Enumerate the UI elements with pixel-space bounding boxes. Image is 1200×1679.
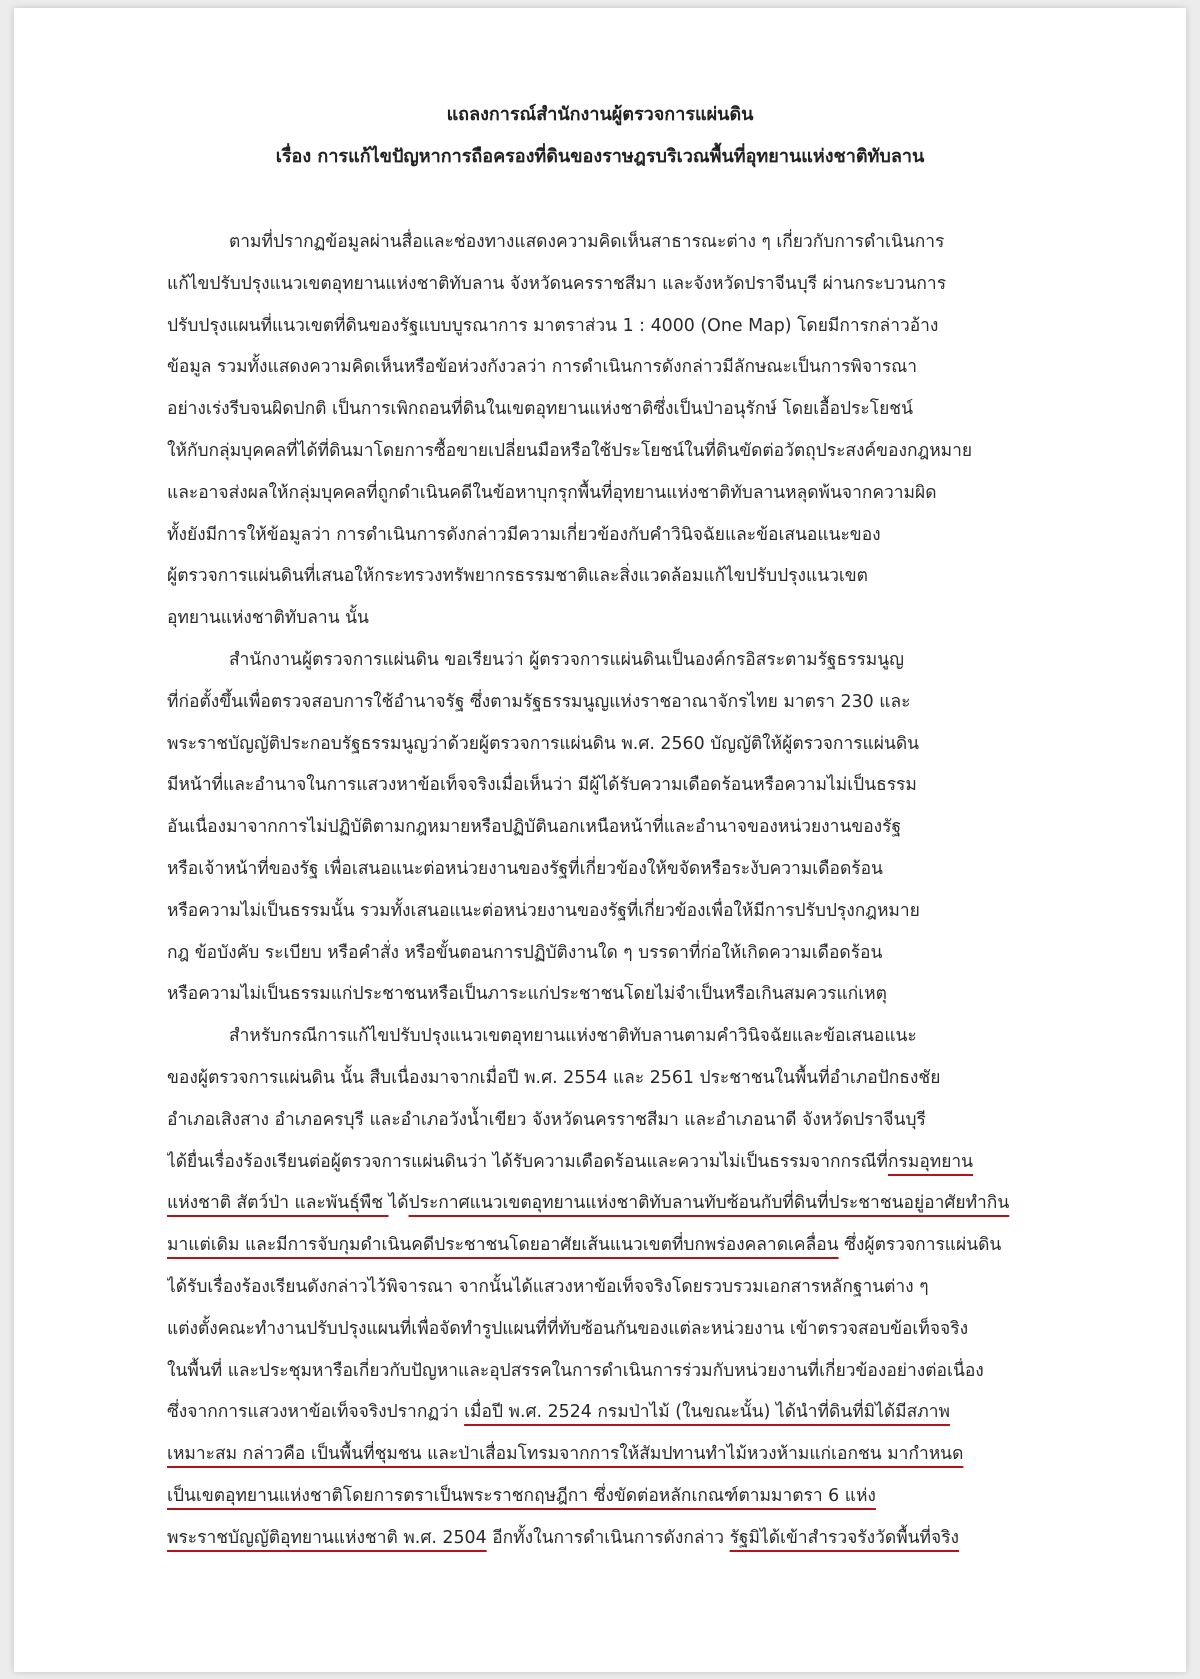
text-line — [167, 1142, 1063, 1184]
underlined-text: เป็นเขตอุทยานแห่งชาติโดยการตราเป็นพระราชกฤษฎีกา ซึ่งขัดต่อหลักเกณฑ์ตามมาตรา 6 แห่ง — [167, 1485, 876, 1506]
text-line — [167, 1225, 1063, 1267]
text-line: ให้กับกลุ่มบุคคลที่ได้ที่ดินมาโดยการซื้อขายเปลี่ยนมือหรือใช้ประโยชน์ในที่ดินขัดต่อวัตถุประสงค์ของกฎหมาย — [167, 440, 973, 461]
text-line — [167, 1016, 1063, 1058]
underlined-text: กรมอุทยาน — [887, 1151, 974, 1172]
text-line: ทั้งยังมีการให้ข้อมูลว่า การดำเนินการดังกล่าวมีความเกี่ยวข้องกับคำวินิจฉัยและข้อเสนอแนะของ — [167, 524, 881, 545]
paragraph-2 — [167, 640, 1063, 1016]
text-line: และอาจส่งผลให้กลุ่มบุคคลที่ถูกดำเนินคดีในข้อหาบุกรุกพื้นที่อุทยานแห่งชาติทับลานหลุดพ้นจากความผิด — [167, 482, 937, 503]
text-line: ข้อมูล รวมทั้งแสดงความคิดเห็นหรือข้อห่วงกังวลว่า การดำเนินการดังกล่าวมีลักษณะเป็นการพิจารณา — [167, 357, 918, 378]
underlined-text: เมื่อปี พ.ศ. 2524 กรมป่าไม้ (ในขณะนั้น) ได้นำที่ดินที่มิได้มีสภาพ — [464, 1402, 950, 1423]
document-title: แถลงการณ์สำนักงานผู้ตรวจการแผ่นดิน — [446, 104, 754, 125]
text-line: ตามที่ปรากฏข้อมูลผ่านสื่อและช่องทางแสดงความคิดเห็นสาธารณะต่าง ๆ เกี่ยวกับการดำเนินการ — [229, 232, 945, 252]
underlined-text: ประกาศแนวเขตอุทยานแห่งชาติทับลานทับซ้อนกับที่ดินที่ประชาชนอยู่อาศัยทำกิน — [408, 1193, 1010, 1214]
text-line — [167, 1058, 1063, 1100]
text-line — [167, 1100, 1063, 1142]
text-line: อันเนื่องมาจากการไม่ปฏิบัติตามกฎหมายหรือปฏิบัตินอกเหนือหน้าที่และอำนาจของหน่วยงานของรัฐ — [167, 817, 902, 838]
document-heading — [14, 94, 1186, 178]
underlined-text: มาแต่เดิม และมีการจับกุมดำเนินคดีประชาชนโดยอาศัยเส้นแนวเขตที่บกพร่องคลาดเคลื่อน — [167, 1235, 839, 1256]
underlined-text: แห่งชาติ สัตว์ป่า และพันธุ์พืช — [167, 1193, 389, 1214]
text-line: สำนักงานผู้ตรวจการแผ่นดิน ขอเรียนว่า ผู้ตรวจการแผ่นดินเป็นองค์กรอิสระตามรัฐธรรมนูญ — [229, 649, 904, 670]
text-segment: อีกทั้งในการดำเนินการดังกล่าว — [486, 1527, 730, 1548]
text-segment: สำหรับกรณีการแก้ไขปรับปรุงแนวเขตอุทยานแห่งชาติทับลานตามคำวินิจฉัยและข้อเสนอแนะ — [229, 1026, 917, 1047]
document-subject: เรื่อง การแก้ไขปัญหาการถือครองที่ดินของราษฎรบริเวณพื้นที่อุทยานแห่งชาติทับลาน — [275, 146, 925, 167]
text-segment: ได้รับเรื่องร้องเรียนดังกล่าวไว้พิจารณา จากนั้นได้แสวงหาข้อเท็จจริงโดยรวบรวมเอกสารหลักฐานต่าง ๆ — [167, 1276, 929, 1297]
text-line — [167, 1309, 1063, 1351]
text-line — [167, 1476, 1063, 1518]
text-line — [167, 1392, 1063, 1434]
text-line: มีหน้าที่และอำนาจในการแสวงหาข้อเท็จจริงเมื่อเห็นว่า มีผู้ได้รับความเดือดร้อนหรือความไม่เป็นธรรม — [167, 775, 917, 796]
text-line — [167, 1183, 1063, 1225]
text-line: อุทยานแห่งชาติทับลาน นั้น — [167, 608, 369, 629]
document-page — [14, 8, 1186, 1672]
underlined-text: พระราชบัญญัติอุทยานแห่งชาติ พ.ศ. 2504 — [167, 1527, 487, 1548]
text-segment: ได้ยื่นเรื่องร้องเรียนต่อผู้ตรวจการแผ่นดินว่า ได้รับความเดือดร้อนและความไม่เป็นธรรมจากกรณีที่ — [167, 1151, 888, 1172]
text-line: หรือความไม่เป็นธรรมแก่ประชาชนหรือเป็นภาระแก่ประชาชนโดยไม่จำเป็นหรือเกินสมควรแก่เหตุ — [167, 984, 887, 1005]
text-segment: ซึ่งจากการแสวงหาข้อเท็จจริงปรากฏว่า — [167, 1402, 465, 1423]
text-segment: ซึ่งผู้ตรวจการแผ่นดิน — [838, 1235, 1002, 1256]
text-line: พระราชบัญญัติประกอบรัฐธรรมนูญว่าด้วยผู้ตรวจการแผ่นดิน พ.ศ. 2560 บัญญัติให้ผู้ตรวจการแผ่นดิน — [167, 733, 920, 754]
text-line: ปรับปรุงแผนที่แนวเขตที่ดินของรัฐแบบบูรณาการ มาตราส่วน 1 : 4000 (One Map) โดยมีการกล่าวอ้าง — [167, 315, 939, 336]
text-segment: ในพื้นที่ และประชุมหารือเกี่ยวกับปัญหาและอุปสรรคในการดำเนินการร่วมกับหน่วยงานที่เกี่ยวข้องอย่างต่อเนื่อง — [167, 1360, 984, 1381]
text-line: หรือความไม่เป็นธรรมนั้น รวมทั้งเสนอแนะต่อหน่วยงานของรัฐที่เกี่ยวข้องเพื่อให้มีการปรับปรุงกฎหมาย — [167, 900, 920, 921]
text-segment: ได้ — [388, 1193, 409, 1214]
text-segment: แต่งตั้งคณะทำงานปรับปรุงแผนที่เพื่อจัดทำรูปแผนที่ที่ทับซ้อนกันของแต่ละหน่วยงาน เข้าตรวจสอบข้อเท็จจริง — [167, 1318, 969, 1339]
text-segment: อำเภอเสิงสาง อำเภอครบุรี และอำเภอวังน้ำเขียว จังหวัดนครราชสีมา และอำเภอนาดี จังหวัดปราจีนบุรี — [167, 1109, 926, 1130]
underlined-text: รัฐมิได้เข้าสำรวจรังวัดพื้นที่จริง — [729, 1527, 960, 1548]
underlined-text: เหมาะสม กล่าวคือ เป็นพื้นที่ชุมชน และป่าเสื่อมโทรมจากการให้สัมปทานทำไม้หวงห้ามแก่เอกชน มากำหนด — [167, 1444, 964, 1465]
text-line — [167, 1351, 1063, 1393]
text-line: อย่างเร่งรีบจนผิดปกติ เป็นการเพิกถอนที่ดินในเขตอุทยานแห่งชาติซึ่งเป็นป่าอนุรักษ์ โดยเอื้อประโยชน์ — [167, 399, 913, 420]
paragraph-3 — [167, 1016, 1063, 1559]
paragraph-1 — [167, 222, 1063, 640]
text-line: แก้ไขปรับปรุงแนวเขตอุทยานแห่งชาติทับลาน จังหวัดนครราชสีมา และจังหวัดปราจีนบุรี ผ่านกระบวนการ — [167, 273, 947, 294]
text-line: ที่ก่อตั้งขึ้นเพื่อตรวจสอบการใช้อำนาจรัฐ ซึ่งตามรัฐธรรมนูญแห่งราชอาณาจักรไทย มาตรา 230 และ — [167, 691, 911, 712]
text-line: กฎ ข้อบังคับ ระเบียบ หรือคำสั่ง หรือขั้นตอนการปฏิบัติงานใด ๆ บรรดาที่ก่อให้เกิดความเดือดร้อน — [167, 942, 883, 963]
text-line — [167, 1267, 1063, 1309]
text-line — [167, 1518, 1063, 1560]
text-line — [167, 1434, 1063, 1476]
document-body — [167, 222, 1063, 1560]
text-line: หรือเจ้าหน้าที่ของรัฐ เพื่อเสนอแนะต่อหน่วยงานของรัฐที่เกี่ยวข้องให้ขจัดหรือระงับความเดือดร้อน — [167, 858, 883, 879]
text-segment: ของผู้ตรวจการแผ่นดิน นั้น สืบเนื่องมาจากเมื่อปี พ.ศ. 2554 และ 2561 ประชาชนในพื้นที่อำเภอปักธงชัย — [167, 1067, 941, 1088]
text-line: ผู้ตรวจการแผ่นดินที่เสนอให้กระทรวงทรัพยากรธรรมชาติและสิ่งแวดล้อมแก้ไขปรับปรุงแนวเขต — [167, 566, 868, 587]
